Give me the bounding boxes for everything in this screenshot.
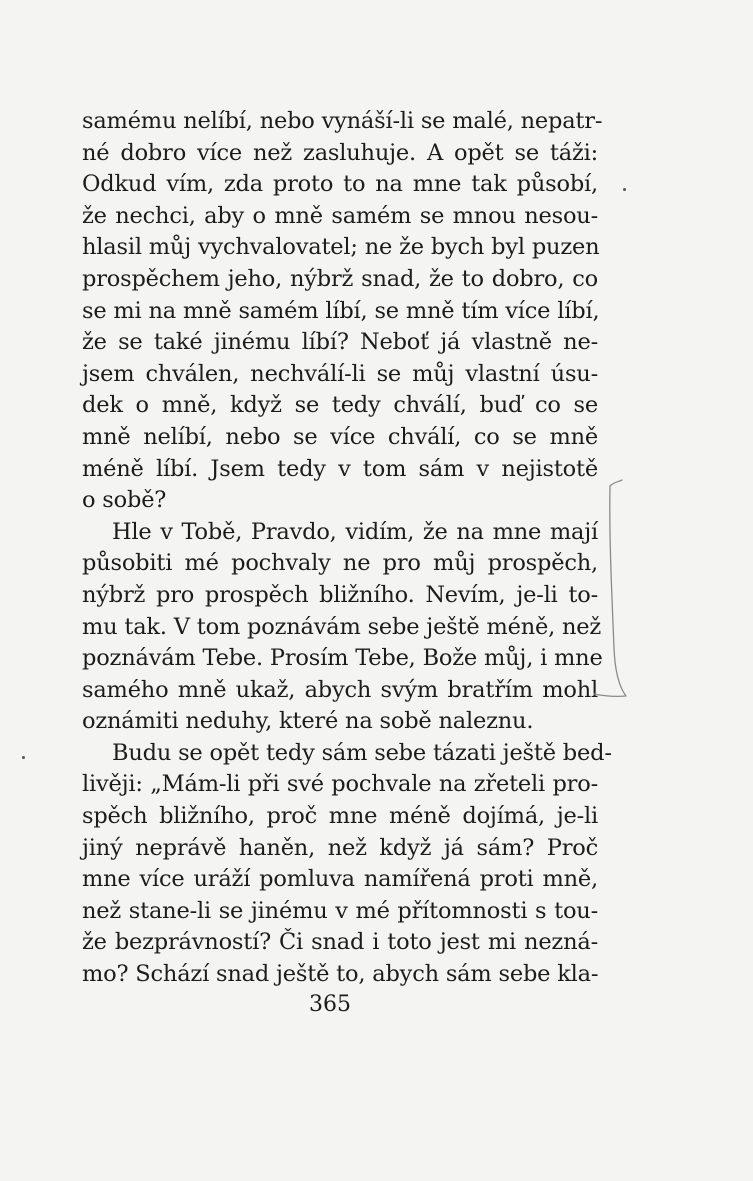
text-line: než stane-li se jinému v mé přítomnosti s tou- xyxy=(82,897,598,924)
text-line: Odkud vím, zda proto to na mne tak působí, xyxy=(82,171,598,198)
text-line: o sobě? xyxy=(82,487,167,514)
text-line: méně líbí. Jsem tedy v tom sám v nejistotě xyxy=(82,455,598,482)
text-line: né dobro více než zasluhuje. A opět se táži: xyxy=(82,139,598,166)
text-line: hlasil můj vychvalovatel; ne že bych byl puzen xyxy=(82,234,600,261)
text-line: se mi na mně samém líbí, se mně tím více líbí, xyxy=(82,297,600,324)
text-line: mne více uráží pomluva namířená proti mně, xyxy=(82,866,598,893)
text-line: dek o mně, když se tedy chválí, buď co se xyxy=(82,392,598,419)
ink-speck xyxy=(623,188,626,191)
text-line: poznávám Tebe. Prosím Tebe, Bože můj, i mne xyxy=(82,645,603,672)
text-line: Hle v Tobě, Pravdo, vidím, že na mne mají xyxy=(112,518,598,545)
pencil-bracket-mark xyxy=(590,478,630,703)
text-line: nýbrž pro prospěch bližního. Nevím, je-li to- xyxy=(82,581,598,608)
text-line: mně nelíbí, nebo se více chválí, co se mně xyxy=(82,423,598,450)
text-line: jiný neprávě haněn, než když já sám? Proč xyxy=(82,834,598,861)
text-line: mo? Schází snad ještě to, abych sám sebe kla- xyxy=(82,961,599,988)
text-line: livěji: „Mám-li při své pochvale na zřeteli pro- xyxy=(82,771,598,798)
text-line: prospěchem jeho, nýbrž snad, že to dobro, co xyxy=(82,265,598,292)
body-text xyxy=(82,106,612,991)
text-line: Budu se opět tedy sám sebe tázati ještě bed- xyxy=(112,739,612,766)
text-line: oznámiti neduhy, které na sobě naleznu. xyxy=(82,708,534,735)
text-line: mu tak. V tom poznávám sebe ještě méně, než xyxy=(82,613,602,640)
text-line: působiti mé pochvaly ne pro můj prospěch, xyxy=(82,550,598,577)
page-number: 365 xyxy=(309,992,351,1017)
text-line: jsem chválen, nechválí-li se můj vlastní úsu- xyxy=(82,360,598,387)
text-line: že nechci, aby o mně samém se mnou nesou- xyxy=(82,202,598,229)
text-line: že se také jinému líbí? Neboť já vlastně ne- xyxy=(82,329,598,356)
text-line: spěch bližního, proč mne méně dojímá, je-li xyxy=(82,803,598,830)
text-line: že bezprávností? Či snad i toto jest mi nezná- xyxy=(82,929,598,956)
text-line: samému nelíbí, nebo vynáší-li se malé, nepatr- xyxy=(82,108,603,134)
text-line: samého mně ukaž, abych svým bratřím mohl xyxy=(82,676,598,703)
ink-speck xyxy=(22,756,25,759)
